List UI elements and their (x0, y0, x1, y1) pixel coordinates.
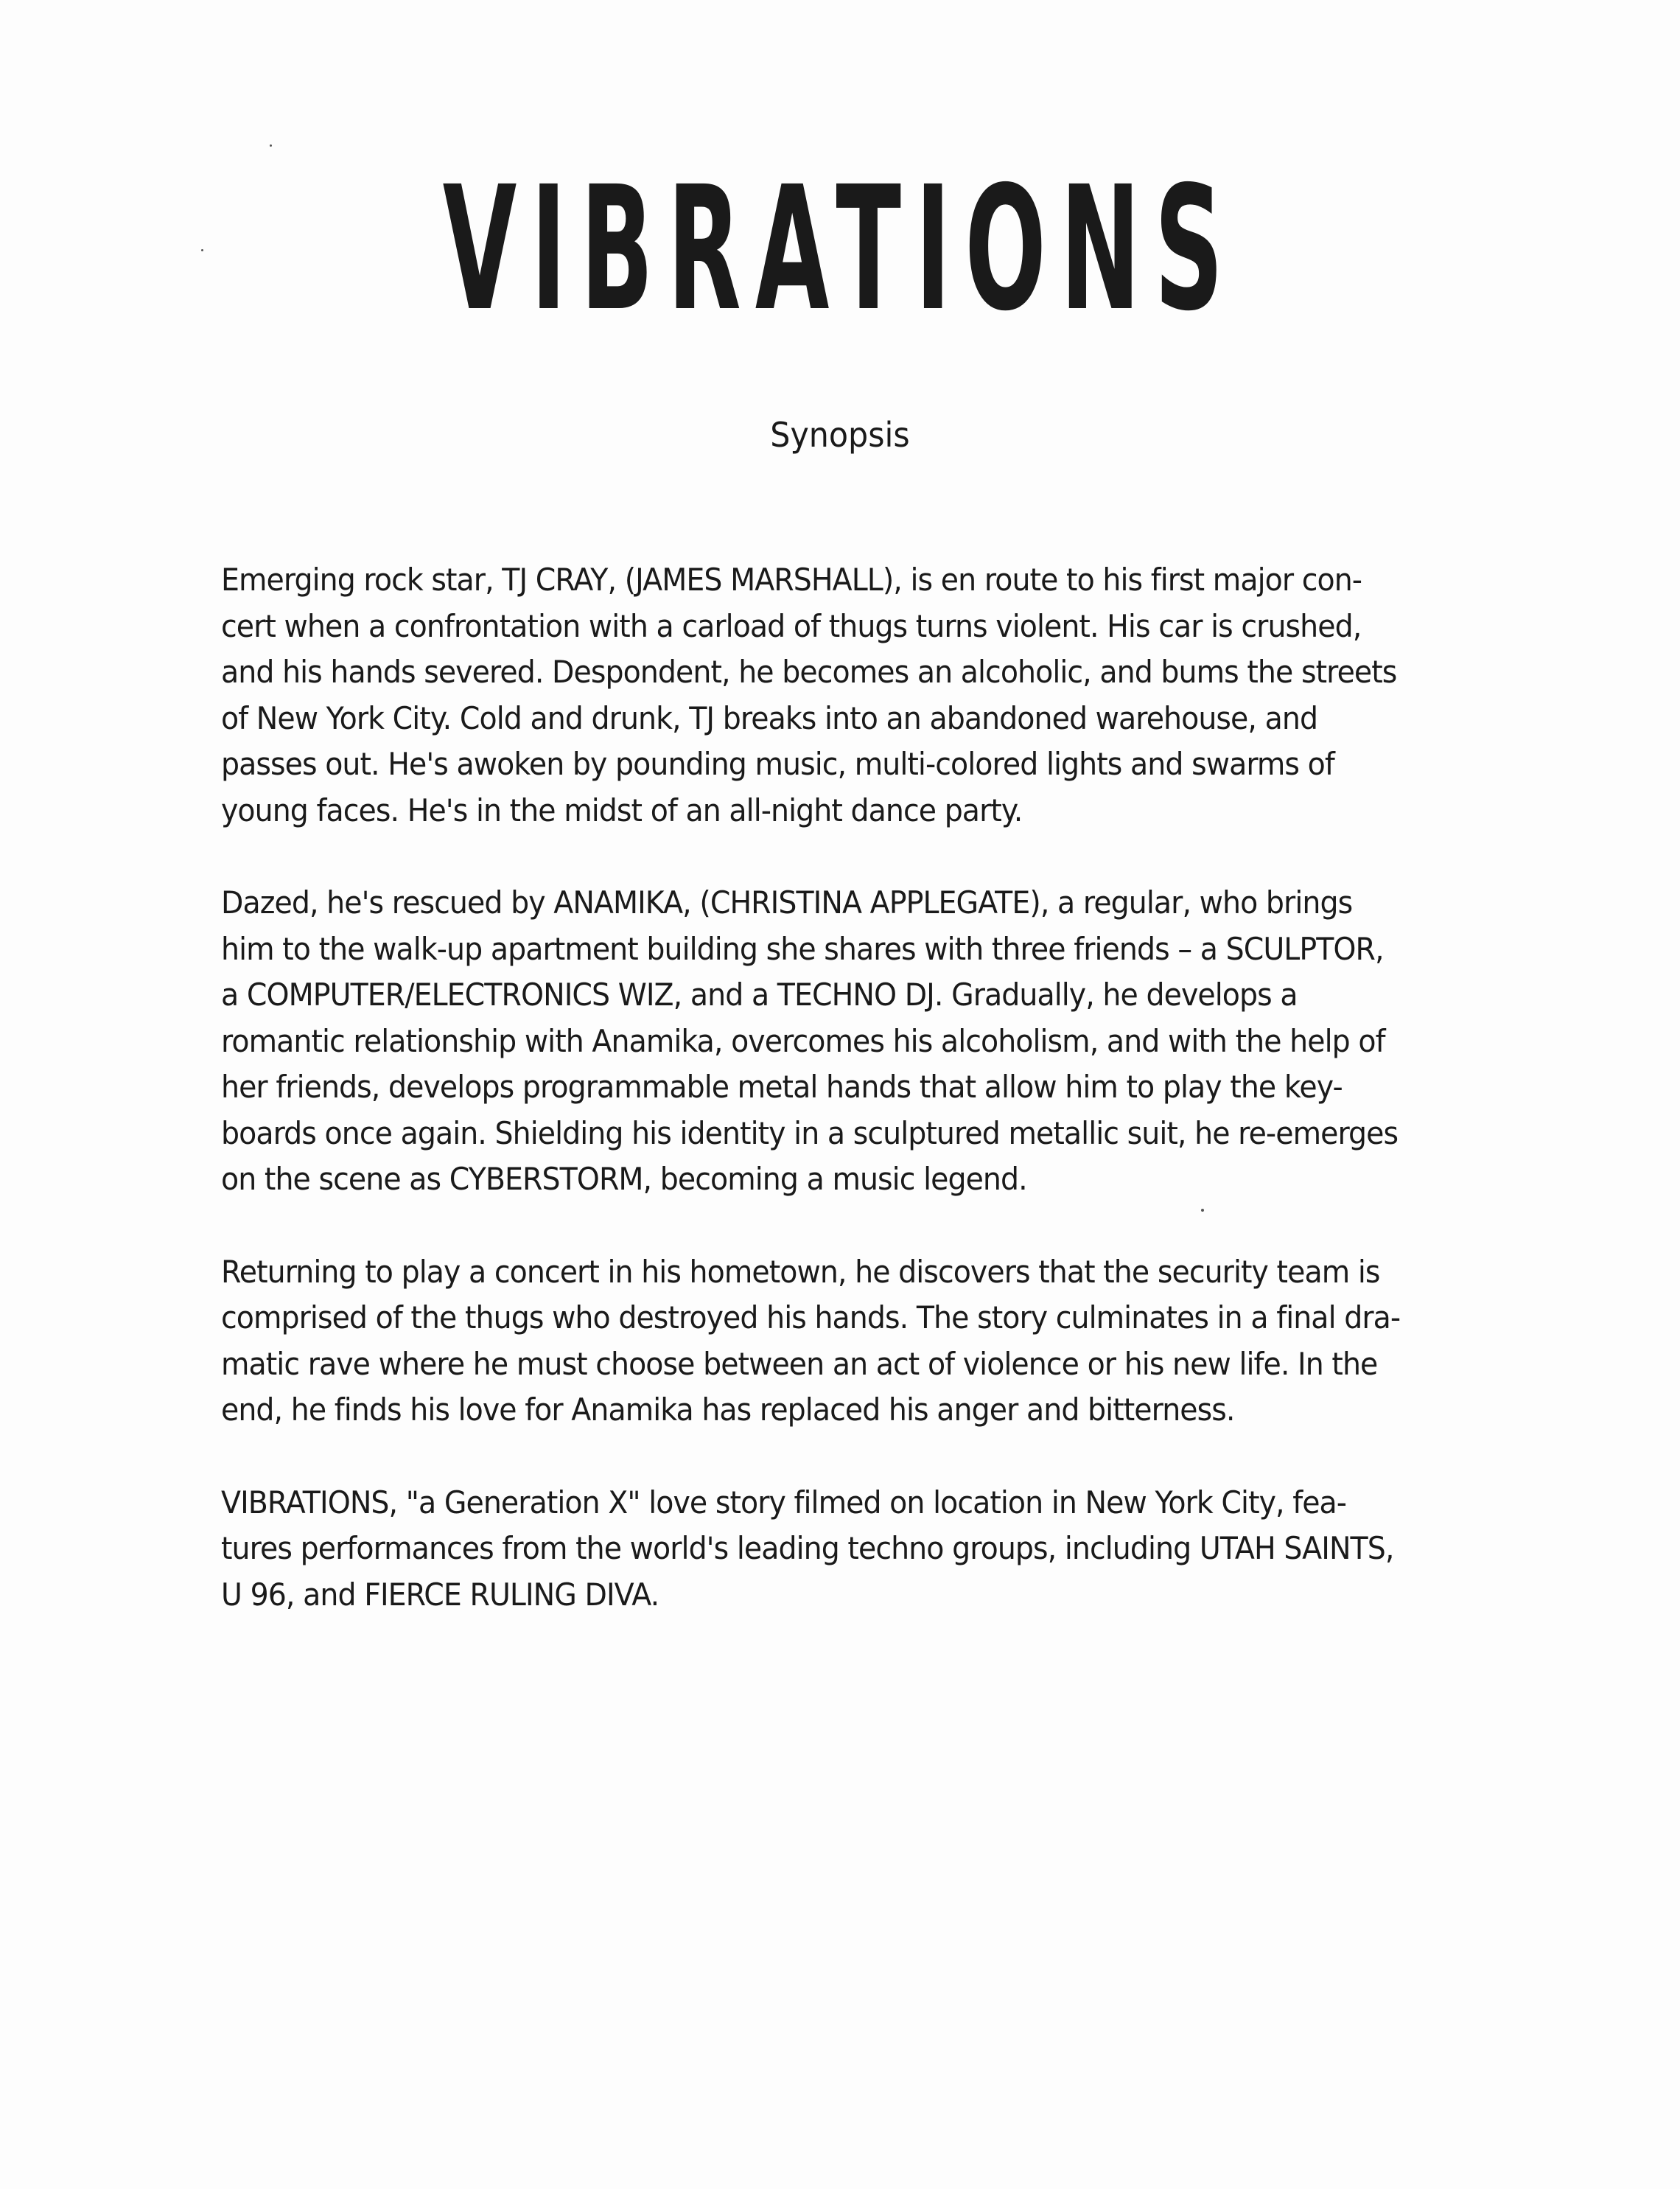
text-line: Emerging rock star, TJ CRAY, (JAMES MARSHALL), is en route to his first major con- (221, 562, 1362, 598)
paragraph-1 (221, 557, 1533, 834)
text-line: young faces. He's in the midst of an all-night dance party. (221, 792, 1023, 828)
text-line: and his hands severed. Despondent, he becomes an alcoholic, and bums the streets (221, 654, 1397, 690)
text-line: end, he finds his love for Anamika has replaced his anger and bitterness. (221, 1392, 1235, 1428)
paragraph-3 (221, 1249, 1533, 1434)
text-line: Dazed, he's rescued by ANAMIKA, (CHRISTINA APPLEGATE), a regular, who brings (221, 884, 1353, 921)
document-title: VIBRATIONS (442, 150, 1238, 349)
text-line: matic rave where he must choose between an act of violence or his new life. In the (221, 1345, 1378, 1382)
synopsis-body (221, 557, 1533, 1664)
text-line: her friends, develops programmable metal hands that allow him to play the key- (221, 1069, 1343, 1105)
text-line: cert when a confrontation with a carload of thugs turns violent. His car is crushed, (221, 607, 1362, 644)
text-line: a COMPUTER/ELECTRONICS WIZ, and a TECHNO DJ. Gradually, he develops a (221, 977, 1298, 1013)
text-line: boards once again. Shielding his identity in a sculptured metallic suit, he re-emerges (221, 1114, 1399, 1151)
text-line: VIBRATIONS, "a Generation X" love story filmed on location in New York City, fea- (221, 1484, 1347, 1521)
text-line: passes out. He's awoken by pounding music, multi-colored lights and swarms of (221, 746, 1334, 782)
text-line: tures performances from the world's leading techno groups, including UTAH SAINTS, (221, 1530, 1394, 1566)
text-line: Returning to play a concert in his hometown, he discovers that the security team is (221, 1253, 1380, 1290)
text-line: on the scene as CYBERSTORM, becoming a music legend. (221, 1161, 1027, 1197)
text-line: of New York City. Cold and drunk, TJ breaks into an abandoned warehouse, and (221, 699, 1318, 736)
scan-speck (1201, 1209, 1204, 1212)
paragraph-4 (221, 1480, 1533, 1619)
text-line: romantic relationship with Anamika, overcomes his alcoholism, and with the help of (221, 1022, 1385, 1059)
text-line: him to the walk-up apartment building she shares with three friends – a SCULPTOR, (221, 930, 1384, 967)
scan-speck (270, 144, 272, 147)
text-line: U 96, and FIERCE RULING DIVA. (221, 1576, 659, 1613)
text-line: comprised of the thugs who destroyed his hands. The story culminates in a final dra- (221, 1299, 1401, 1336)
document-subtitle: Synopsis (770, 415, 910, 455)
scan-speck (201, 249, 203, 251)
paragraph-2 (221, 880, 1533, 1203)
